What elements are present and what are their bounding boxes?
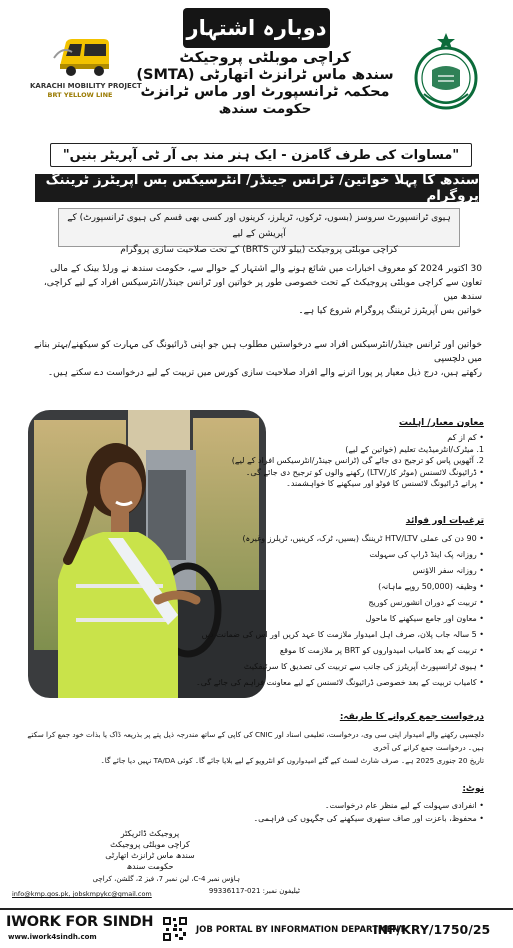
eligibility-list [231,432,484,490]
how-to-apply-line-2: تاریخ 20 جنوری 2025 ہے۔ صرف شارٹ لسٹ کیے گئے امیدواروں کو انٹرویو کے لیے بلایا جائے گا۔ کوئی TA/DA نہیں دیا جائے گا۔ [100,756,484,765]
program-subtitle-box [58,208,460,255]
list-item: • پرانے ڈرائیونگ لائسنس کا فوٹو اور سیکھنے کا خواہشمند۔ [286,479,484,488]
signature-address: ہاؤس نمبر 4-C، لین نمبر 7، فیز 2، گلشن، کراچی [92,875,240,883]
signature-title: پروجیکٹ ڈائریکٹر [120,829,180,838]
signature-project: کراچی موبلٹی پروجیکٹ [110,840,190,849]
list-item: • محفوظ، باعزت اور صاف ستھری سیکھنے کی جگہوں کی فراہمی۔ [253,814,484,823]
intro-line-2: تعاون سے کراچی موبلٹی پروجیکٹ کے تحت خصوصی طور پر خواتین اور ٹرانس جینڈر/انٹرسیکس افراد کے لیے کراچی، سندھ میں [43,278,482,302]
list-item: • ڈرائیونگ لائسنس (موٹر کار/LTV) رکھنے والوں کو ترجیح دی جائے گی۔ [245,467,484,477]
program-subtitle-line-2: کراچی موبلٹی پروجیکٹ (ییلو لائن BRTS) کے تحت صلاحیت سازی پروگرام [120,245,398,255]
woman-driver-photo [28,410,266,698]
list-item: 2. آٹھویں پاس کو ترجیح دی جائے گی (ٹرانس جینڈر/انٹرسیکس افراد کے لیے) [231,456,484,465]
job-portal-text: JOB PORTAL BY INFORMATION DEPARTMENT [196,925,406,935]
woman-driver-image [28,410,266,698]
benefits-heading: ترغیبات اور فوائد [405,516,484,526]
contact-email-link[interactable]: info@kmp.gos.pk, jobskmpykc@gmail.com [12,890,152,898]
note-heading: نوٹ: [462,784,484,794]
project-name: کراچی موبلٹی پروجیکٹ [179,50,351,66]
list-item: • وظیفہ (50,000 روپے ماہانہ) [378,582,484,591]
note-list [250,799,484,825]
benefits-list [196,531,484,691]
list-item: • معاون اور جامع سیکھنے کا ماحول [365,614,484,623]
applicants-line-2: رکھتے ہیں، درج ذیل معیار پر پورا اترنے والے افراد صلاحیت سازی کورس میں تربیت کے لیے درخواست دے سکتے ہیں۔ [47,368,482,378]
how-to-apply-text [20,728,484,767]
government-seal-icon [410,32,482,110]
list-item: • روزانہ سفر الاؤنس [412,566,484,575]
qr-code-icon [162,916,188,942]
applicants-line-1: خواتین اور ٹرانس جینڈر/انٹرسیکس افراد سے درخواستیں مطلوب ہیں جو اپنی ڈرائیونگ کی مہارت کو سیکھنے/بہتر بنانے میں دلچسپی [33,340,482,364]
list-item: • تربیت کے دوران انشورنس کوریج [368,598,484,607]
list-item: • ہیوی ٹرانسپورٹ آپریٹرز کی جانب سے تربیت کی تصدیق کا سرٹیفکیٹ [243,662,484,671]
footer-bar [0,908,513,948]
government-name: حکومت سندھ [218,101,312,117]
header-text [130,50,400,118]
list-item: 1. میٹرک/انٹرمیڈیٹ تعلیم (خواتین کے لیے) [345,444,484,454]
program-title: سندھ کا پہلا خواتین/ ٹرانس جینڈر/ انٹرسیکس بس آپریٹرز ٹریننگ پروگرام [35,174,479,202]
karachi-mobility-logo [30,36,142,106]
signature-block [100,828,200,872]
signature-phone: ٹیلیفون نمبر: 021-99336117 [208,887,300,895]
intro-paragraph [28,262,482,318]
list-item: • روزانہ پک اینڈ ڈراپ کی سہولت [369,550,484,559]
reference-number: INF/KRY/1750/25 [373,922,491,937]
iwork-url-link[interactable]: www.iwork4sindh.com [8,933,97,941]
slogan-box: "مساوات کی طرف گامزن - ایک ہنر مند بی آر ٹی آپریٹر بنیں" [50,143,472,167]
signature-government: حکومت سندھ [126,862,174,871]
department-name: محکمہ ٹرانسپورٹ اور ماس ٹرانزٹ [140,84,390,100]
logo-brand-line-2: BRT YELLOW LINE [47,91,113,99]
bus-icon [52,38,112,78]
eligibility-heading: معاون معیار/ اہلیت [399,418,484,428]
applicants-paragraph [28,338,482,380]
re-advertisement-banner: دوبارہ اشتہار [183,8,330,48]
authority-name: سندھ ماس ٹرانزٹ اتھارٹی (SMTA) [136,67,394,83]
list-item: • انفرادی سہولت کے لیے منظر عام درخواست۔ [324,801,484,810]
list-item: • تربیت کے بعد کامیاب امیدواروں کو BRT پر ملازمت کا موقع [279,646,484,655]
how-to-apply-line-1: دلچسپی رکھنے والے امیدوار اپنی سی وی، درخواست، تعلیمی اسناد اور CNIC کی کاپی کے ساتھ مندرجہ ذیل پتے پر بذریعہ ڈاک یا بذات خود جمع کرا سکتے ہیں۔ درخواست جمع کرانے کی آخری [27,730,484,752]
how-to-apply-heading: درخواست جمع کروانے کا طریقہ: [339,712,484,722]
iwork-for-sindh-logo: IWORK FOR SINDH [6,914,154,930]
program-subtitle-line-1: ہیوی ٹرانسپورٹ سروسز (بسوں، ٹرکوں، ٹریلرز، کرینوں اور کسی بھی قسم کی ہیوی ٹرانسپورٹ) کے آپریشن کے لیے [67,213,451,239]
list-item: • کامیاب تربیت کے بعد خصوصی ڈرائیونگ لائسنس کے لیے معاونت فراہم کی جائے گی۔ [196,678,484,687]
list-item: • 90 دن کی عملی HTV/LTV ٹریننگ (بسیں، ٹرک، کرینیں، ٹریلرز وغیرہ) [242,534,484,543]
logo-brand-line-1: KARACHI MOBILITY PROJECT [30,82,142,90]
intro-line-1: 30 اکتوبر 2024 کو معروف اخبارات میں شائع ہونے والے اشتہار کے حوالے سے، حکومت سندھ نے ورلڈ بینک کے مالی [50,264,482,274]
intro-line-3: خواتین بس آپریٹرز ٹریننگ پروگرام شروع کیا ہے۔ [298,306,482,316]
signature-authority: سندھ ماس ٹرانزٹ اتھارٹی [105,851,195,860]
list-item: • کم از کم [447,433,484,442]
list-item: • 5 سالہ جاب پلان، صرف اہل امیدوار ملازمت کا عہد کریں اور اس کی ضمانت دیں [201,630,484,639]
